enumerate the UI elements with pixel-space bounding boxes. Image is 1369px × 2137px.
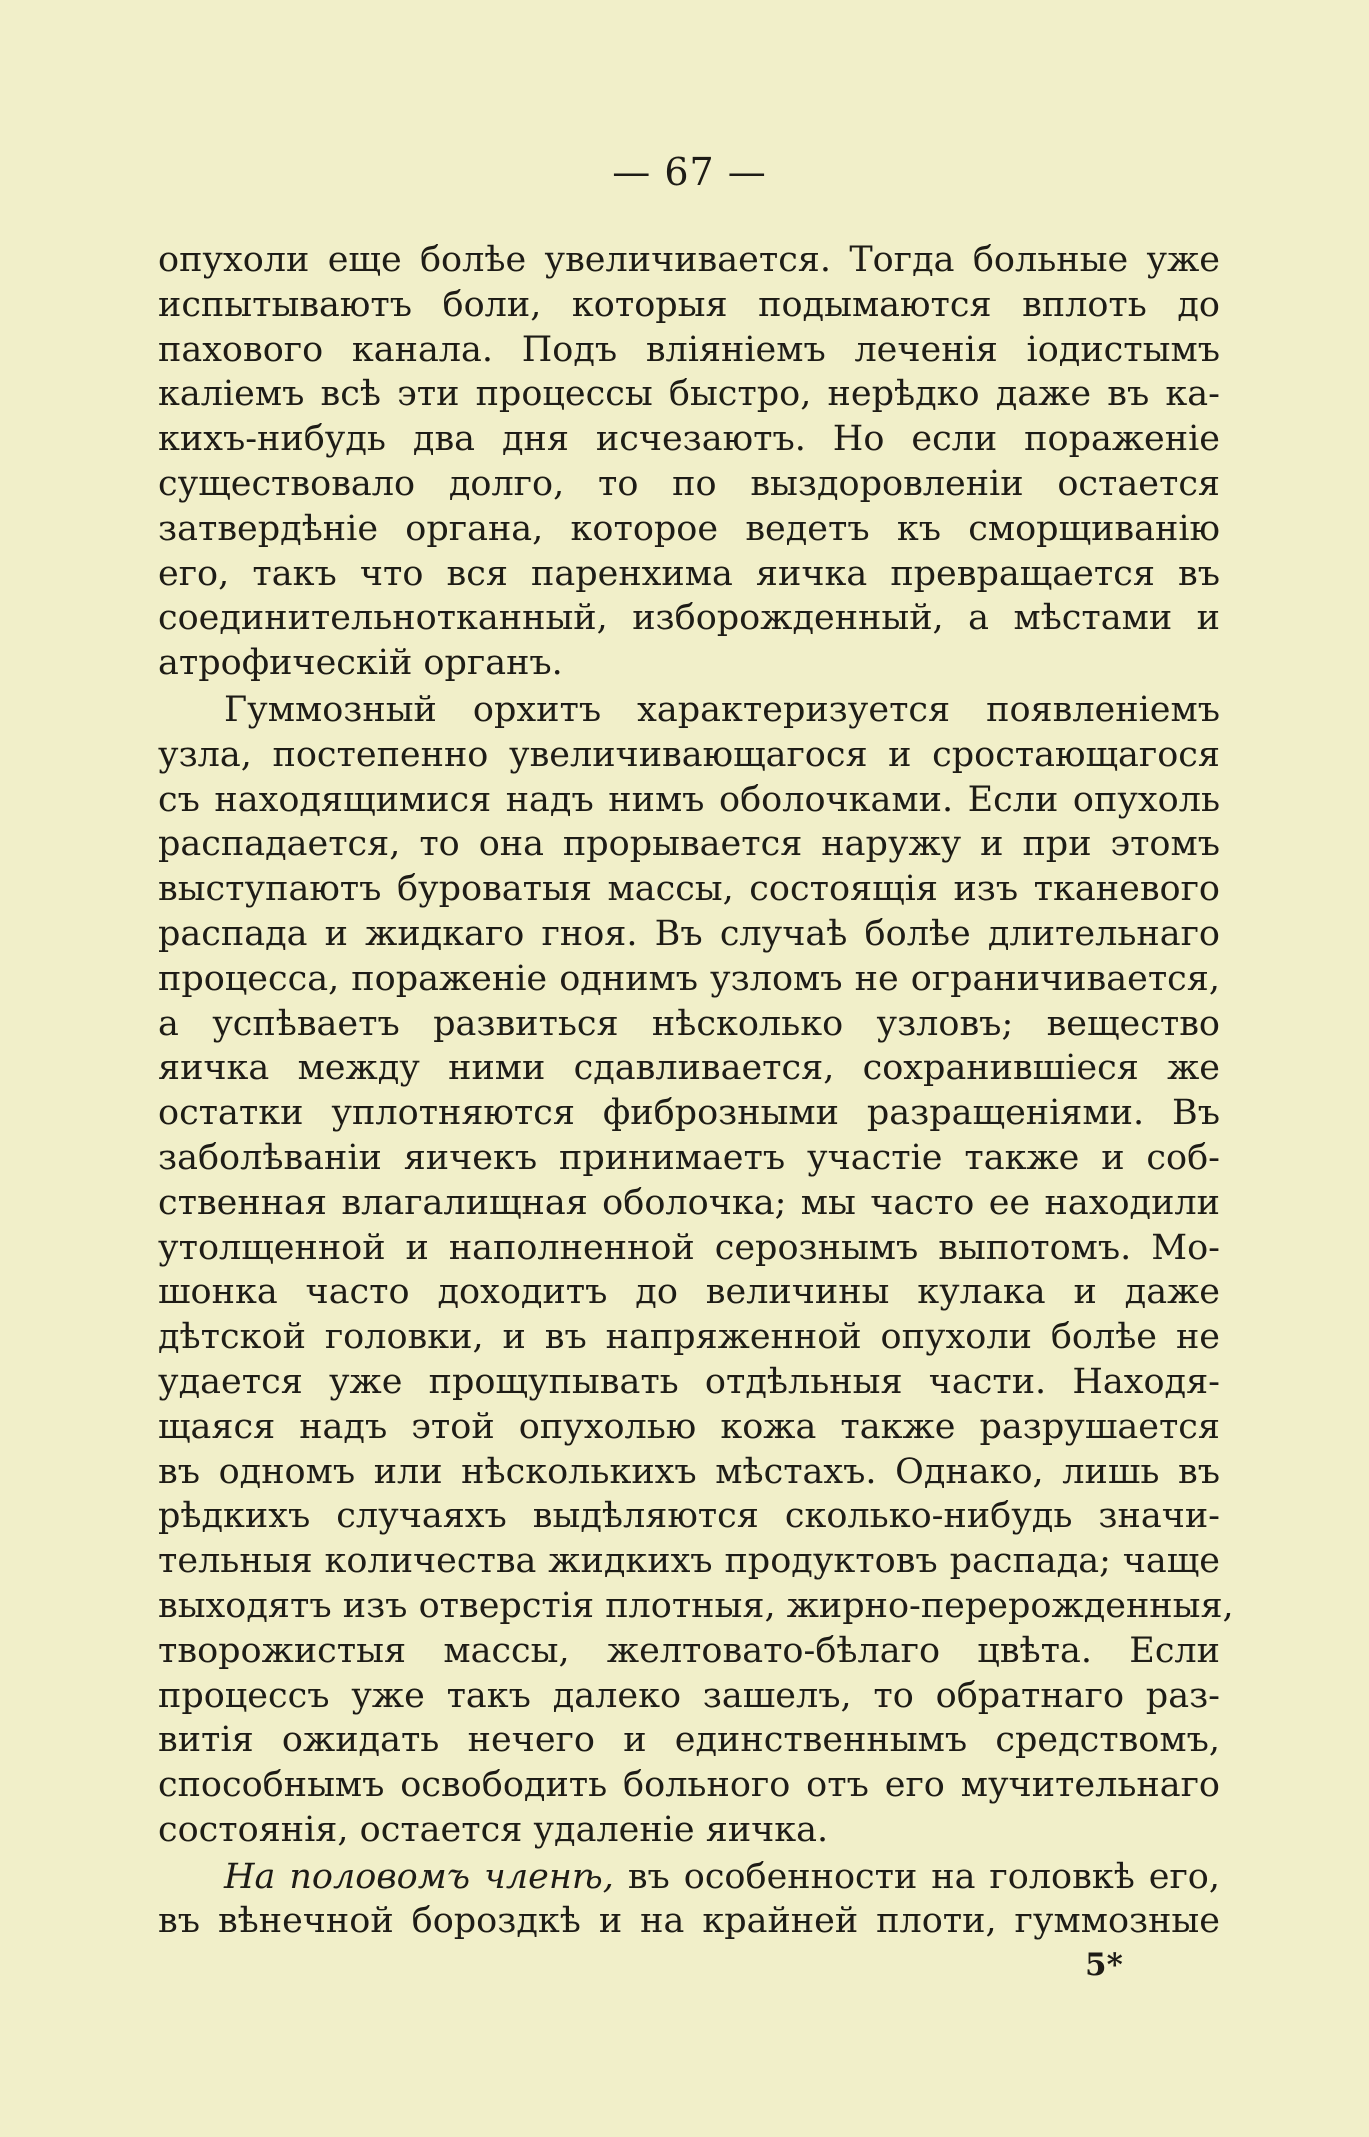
text-line: шонка часто доходитъ до величины кулака и даже bbox=[158, 1272, 1220, 1313]
text-line: ственная влагалищная оболочка; мы часто ее находили bbox=[158, 1182, 1220, 1223]
text-line: состоянія, остается удаленіе яичка. bbox=[158, 1809, 829, 1850]
text-line: удается уже прощупывать отдѣльныя части. Находя- bbox=[158, 1361, 1220, 1402]
page-number: — 67 — bbox=[612, 150, 767, 194]
paragraph bbox=[158, 1855, 1220, 1945]
text-line: кихъ-нибудь два дня исчезаютъ. Но если пораженіе bbox=[158, 419, 1220, 460]
text-line: витія ожидать нечего и единственнымъ средствомъ, bbox=[158, 1720, 1220, 1761]
text-line: опухоли еще болѣе увеличивается. Тогда больные уже bbox=[158, 240, 1220, 280]
text-line: утолщенной и наполненной серознымъ выпотомъ. Мо- bbox=[158, 1227, 1220, 1268]
text-line: въ вѣнечной бороздкѣ и на крайней плоти, гуммозные bbox=[158, 1901, 1220, 1942]
text-line: дѣтской головки, и въ напряженной опухоли болѣе не bbox=[158, 1317, 1220, 1358]
text-line: выходятъ изъ отверстія плотныя, жирно-перерожденныя, bbox=[158, 1585, 1234, 1626]
text-line: узла, постепенно увеличивающагося и сростающагося bbox=[158, 734, 1220, 775]
text-line-rest: въ особенности на головкѣ его, bbox=[613, 1856, 1221, 1897]
text-line: рѣдкихъ случаяхъ выдѣляются сколько-нибудь значи- bbox=[158, 1496, 1220, 1537]
text-line: распада и жидкаго гноя. Въ случаѣ болѣе длительнаго bbox=[158, 913, 1220, 954]
text-line: творожистыя массы, желтовато-бѣлаго цвѣта. Если bbox=[158, 1630, 1220, 1671]
text-line: Гуммозный орхитъ характеризуется появленіемъ bbox=[224, 689, 1220, 730]
text-line: его, такъ что вся паренхима яичка превращается въ bbox=[158, 553, 1220, 594]
text-line: испытываютъ боли, которыя подымаются вплоть до bbox=[158, 284, 1220, 325]
text-line: остатки уплотняются фиброзными разращеніями. Въ bbox=[158, 1093, 1220, 1134]
text-line: заболѣваніи яичекъ принимаетъ участіе также и соб- bbox=[158, 1137, 1220, 1178]
paragraph bbox=[158, 688, 1234, 1853]
text-line: въ одномъ или нѣсколькихъ мѣстахъ. Однако, лишь въ bbox=[158, 1451, 1220, 1492]
body-text bbox=[158, 238, 1234, 1944]
text-line: затвердѣніе органа, которое ведетъ къ сморщиванію bbox=[158, 508, 1220, 549]
text-line: яичка между ними сдавливается, сохранившіеся же bbox=[158, 1048, 1220, 1089]
text-line bbox=[158, 1855, 1220, 1900]
text-line: процессъ уже такъ далеко зашелъ, то обратнаго раз- bbox=[158, 1675, 1220, 1716]
text-line: распадается, то она прорывается наружу и при этомъ bbox=[158, 824, 1220, 865]
text-line: а успѣваетъ развиться нѣсколько узловъ; вещество bbox=[158, 1003, 1220, 1044]
text-line: съ находящимися надъ нимъ оболочками. Если опухоль bbox=[158, 779, 1220, 820]
text-line: тельныя количества жидкихъ продуктовъ распада; чаще bbox=[158, 1541, 1220, 1582]
text-line: пахового канала. Подъ вліяніемъ леченія іодистымъ bbox=[158, 329, 1220, 370]
text-line: выступаютъ буроватыя массы, состоящія изъ тканевого bbox=[158, 869, 1220, 910]
text-line: щаяся надъ этой опухолью кожа также разрушается bbox=[158, 1406, 1220, 1447]
text-line: процесса, пораженіе однимъ узломъ не ограничивается, bbox=[158, 958, 1220, 999]
text-line: атрофическій органъ. bbox=[158, 643, 563, 684]
italic-lead: На половомъ членѣ, bbox=[224, 1856, 614, 1897]
text-line: способнымъ освободить больного отъ его мучительнаго bbox=[158, 1765, 1220, 1806]
text-line: соединительнотканный, изборожденный, а мѣстами и bbox=[158, 598, 1220, 639]
text-line: каліемъ всѣ эти процессы быстро, нерѣдко даже въ ка- bbox=[158, 374, 1220, 415]
text-line: существовало долго, то по выздоровленіи остается bbox=[158, 463, 1220, 504]
paragraph bbox=[158, 238, 1220, 686]
signature-mark: 5* bbox=[1085, 1947, 1123, 1983]
